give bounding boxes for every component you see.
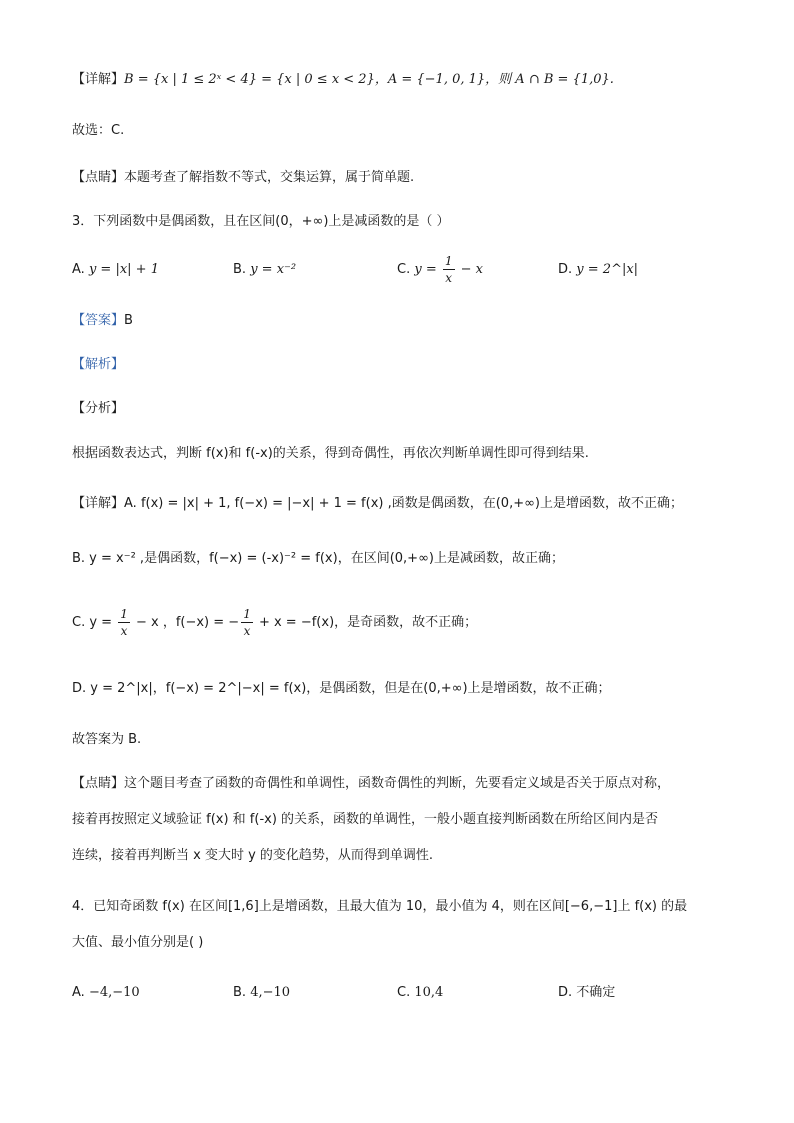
- q4-option-c: C. 10,4: [397, 985, 444, 1000]
- q3-comment-line-3: 连续，接着再判断当 x 变大时 y 的变化趋势，从而得到单调性.: [72, 848, 434, 863]
- q2-detail-tag: 【详解】: [72, 72, 125, 87]
- q3-detail-tag: 【详解】: [72, 496, 125, 511]
- q3-answer-tag: 【答案】: [72, 313, 125, 328]
- q3-detail-c-mid: − x ，f(−x) = −: [131, 615, 240, 630]
- q3-detail-c-prefix: C. y =: [72, 615, 117, 630]
- q3-option-d-expr: y = 2^|x|: [576, 262, 639, 277]
- q3-option-b-expr: y = x⁻²: [250, 262, 297, 277]
- q3-comment-text-1: 这个题目考查了函数的奇偶性和单调性，函数奇偶性的判断，先要看定义域是否关于原点对称，: [124, 776, 671, 791]
- q3-option-c-fraction: $\frac{1}{x}$: [444, 254, 453, 285]
- q3-option-a: [72, 260, 159, 280]
- q4-option-b: B. 4,−10: [233, 985, 291, 1000]
- q4-option-d: D. 不确定: [558, 985, 616, 1000]
- q3-detail-d: D. y = 2^|x|，f(−x) = 2^|−x| = f(x)，是偶函数，但是在(0,+∞)上是增函数，故不正确；: [72, 681, 611, 696]
- q2-comment-tag: 【点睛】: [72, 170, 125, 185]
- q3-stem: 3．下列函数中是偶函数，且在区间(0，+∞)上是减函数的是（ ）: [72, 214, 450, 229]
- q3-option-c-expr-prefix: y =: [414, 262, 441, 277]
- q3-conclusion: 故答案为 B.: [72, 732, 142, 747]
- q3-comment-tag: 【点睛】: [72, 776, 125, 791]
- q2-comment-line: [72, 168, 726, 188]
- q3-detail-a: A. f(x) = |x| + 1, f(−x) = |−x| + 1 = f(x) ,函数是偶函数，在(0,+∞)上是增函数，故不正确；: [124, 496, 684, 511]
- q2-comment-text: 本题考查了解指数不等式，交集运算，属于简单题.: [124, 170, 415, 185]
- q3-option-a-expr: y = |x| + 1: [88, 262, 159, 277]
- q3-detail-c-fraction-2: $\frac{1}{x}$: [243, 607, 251, 638]
- q3-detail-b: B. y = x⁻² ,是偶函数，f(−x) = (-x)⁻² = f(x)，在区间(0,+∞)上是减函数，故正确；: [72, 551, 564, 566]
- q3-fenxi-tag: 【分析】: [72, 401, 125, 416]
- q3-option-d: [558, 260, 638, 280]
- q3-option-d-label: D.: [558, 262, 573, 277]
- q3-option-a-label: A.: [72, 262, 85, 277]
- q4-option-a: A. −4,−10: [72, 985, 140, 1000]
- q3-comment-line-2: 接着再按照定义域验证 f(x) 和 f(-x) 的关系，函数的单调性，一般小题直接判断函数在所给区间内是否: [72, 812, 659, 827]
- q3-answer-line: [72, 311, 726, 331]
- q3-detail-c-suffix: + x = −f(x)，是奇函数，故不正确；: [254, 615, 478, 630]
- q3-option-c-expr-suffix: − x: [456, 262, 484, 277]
- q3-option-c: [397, 253, 483, 287]
- q3-fenxi-text: 根据函数表达式，判断 f(x)和 f(-x)的关系，得到奇偶性，再依次判断单调性即可得到结果.: [72, 446, 589, 461]
- q2-choice: 故选：C.: [72, 123, 125, 138]
- q3-detail-c-fraction-1: $\frac{1}{x}$: [120, 607, 128, 638]
- q3-analysis-tag: 【解析】: [72, 357, 125, 372]
- q2-detail-line: [72, 70, 726, 90]
- q4-stem-2: 大值、最小值分别是( ): [72, 935, 204, 950]
- q2-detail-text: B = {x | 1 ≤ 2ˣ < 4} = {x | 0 ≤ x < 2}，A = {−1, 0, 1}，则 A ∩ B = {1,0}.: [124, 72, 614, 87]
- q3-detail-a-line: [72, 494, 726, 514]
- q3-option-b: [233, 260, 296, 280]
- q3-comment-line-1: [72, 774, 726, 794]
- q3-option-b-label: B.: [233, 262, 247, 277]
- q3-option-c-label: C.: [397, 262, 411, 277]
- q4-stem-1: 4．已知奇函数 f(x) 在区间[1,6]上是增函数，且最大值为 10，最小值为 4，则在区间[−6,−1]上 f(x) 的最: [72, 899, 688, 914]
- q3-answer-value: B: [124, 313, 133, 328]
- q3-detail-c-line: [72, 606, 726, 640]
